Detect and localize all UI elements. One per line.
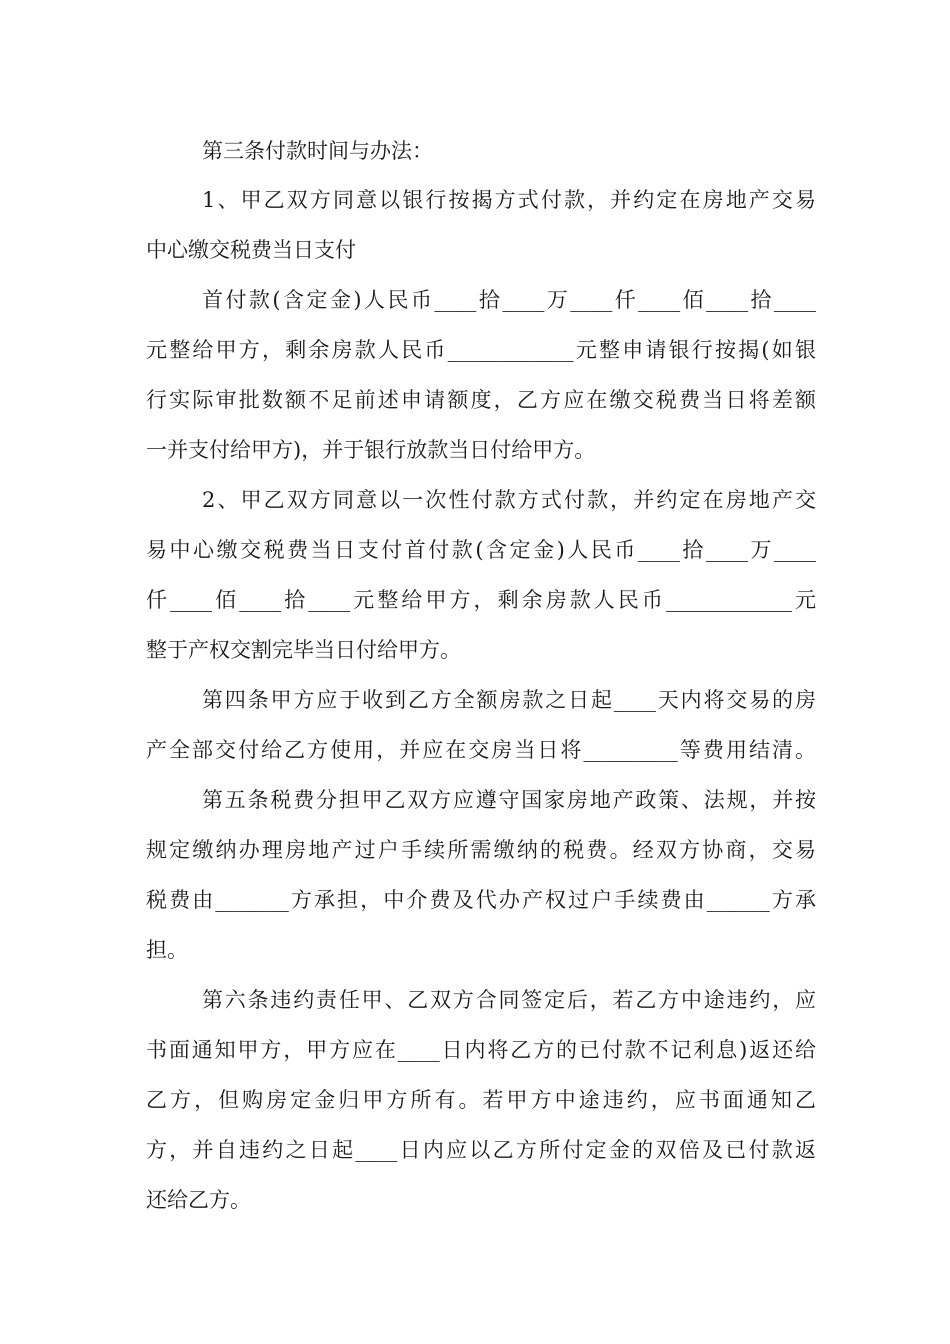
paragraph-line: 仟____佰____拾____元整给甲方，剩余房款人民币____________元 <box>146 588 816 612</box>
paragraph-line: 行实际审批数额不足前述申请额度，乙方应在缴交税费当日将差额 <box>146 388 816 412</box>
paragraph-line: 书面通知甲方，甲方应在____日内将乙方的已付款不记利息)返还给 <box>146 1038 816 1062</box>
paragraph-line: 易中心缴交税费当日支付首付款(含定金)人民币____拾____万____ <box>146 538 816 562</box>
article-6-line: 第六条违约责任甲、乙双方合同签定后，若乙方中途违约，应 <box>202 988 816 1012</box>
paragraph-line: 担。 <box>146 938 188 962</box>
paragraph-line: 还给乙方。 <box>146 1188 251 1212</box>
paragraph-line: 规定缴纳办理房地产过户手续所需缴纳的税费。经双方协商，交易 <box>146 838 816 862</box>
paragraph-line: 1、甲乙双方同意以银行按揭方式付款，并约定在房地产交易 <box>202 188 816 212</box>
article-3-heading: 第三条付款时间与办法： <box>202 139 433 163</box>
paragraph-line: 方，并自违约之日起____日内应以乙方所付定金的双倍及已付款返 <box>146 1138 816 1162</box>
paragraph-line: 元整给甲方，剩余房款人民币____________元整申请银行按揭(如银 <box>146 338 816 362</box>
paragraph-line: 2、甲乙双方同意以一次性付款方式付款，并约定在房地产交 <box>202 488 816 512</box>
paragraph-line: 整于产权交割完毕当日付给甲方。 <box>146 638 461 662</box>
paragraph-line: 中心缴交税费当日支付 <box>146 238 356 262</box>
paragraph-line: 税费由_______方承担，中介费及代办产权过户手续费由______方承 <box>146 888 816 912</box>
article-4-line: 第四条甲方应于收到乙方全额房款之日起____天内将交易的房 <box>202 688 816 712</box>
paragraph-line: 产全部交付给乙方使用，并应在交房当日将_________等费用结清。 <box>146 738 816 762</box>
paragraph-line: 一并支付给甲方)，并于银行放款当日付给甲方。 <box>146 438 596 462</box>
paragraph-line: 乙方，但购房定金归甲方所有。若甲方中途违约，应书面通知乙 <box>146 1088 816 1112</box>
article-5-line: 第五条税费分担甲乙双方应遵守国家房地产政策、法规，并按 <box>202 788 816 812</box>
paragraph-line: 首付款(含定金)人民币____拾____万____仟____佰____拾____ <box>202 288 816 312</box>
